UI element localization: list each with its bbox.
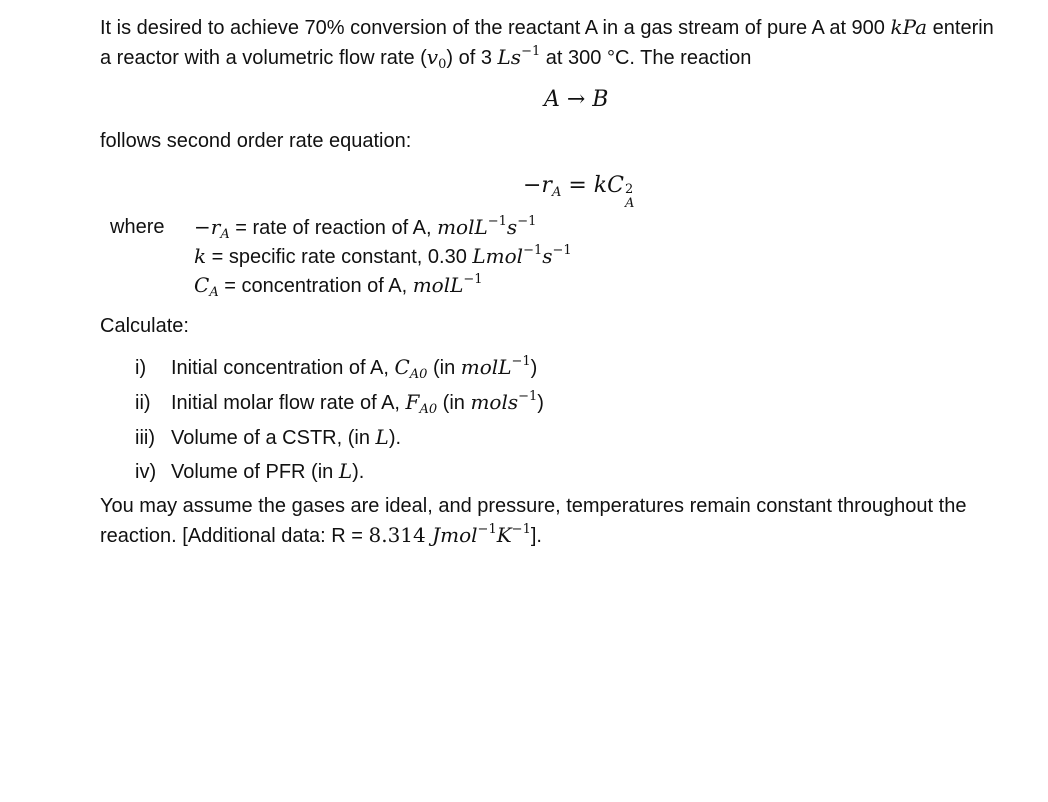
def-symbol-sub: A: [220, 227, 230, 242]
def-unit2-sup: −1: [517, 214, 537, 229]
calculate-item-4: [135, 457, 364, 486]
gas-constant-unit2: K: [496, 523, 512, 547]
item-number: ii): [135, 392, 151, 414]
closing-suffix: ].: [530, 525, 542, 547]
def-unit-sup: −1: [463, 272, 483, 287]
item-var: F: [405, 390, 420, 414]
item-unit: molL: [460, 355, 512, 379]
closing-text: reaction. [Additional data: R =: [100, 525, 369, 547]
rate-equation: [523, 172, 638, 211]
def-text: = concentration of A,: [218, 275, 413, 297]
item-var-sub: A0: [419, 402, 438, 417]
item-unit-sup: −1: [511, 354, 531, 369]
item-unit-sup: −1: [518, 389, 538, 404]
definition-k: [194, 242, 572, 271]
definition-concentration: [194, 271, 483, 300]
item-paren-open: (in: [427, 357, 461, 379]
intro2-mid: ) of 3: [446, 47, 498, 69]
calculate-item-1: [135, 353, 537, 382]
item-text: Volume of PFR (in: [171, 461, 339, 483]
def-symbol: k: [194, 244, 207, 268]
def-unit2-sup: −1: [552, 243, 572, 258]
item-number: i): [135, 357, 147, 379]
item-paren-close: ).: [352, 461, 365, 483]
def-symbol: −r: [194, 215, 221, 239]
intro-text: It is desired to achieve 70% conversion of the reactant A in a gas stream of pure A at 900: [100, 17, 891, 39]
item-var-sub: A0: [409, 367, 428, 382]
flow-var-sub: 0: [438, 57, 447, 72]
pressure-unit: kPa: [890, 15, 928, 39]
flow-unit: Ls: [497, 45, 522, 69]
reaction-equation: A → B: [544, 87, 609, 112]
item-paren-open: (in: [437, 392, 471, 414]
def-unit2: s: [506, 215, 518, 239]
calculate-item-2: [135, 388, 544, 417]
item-text: Initial concentration of A,: [171, 357, 395, 379]
rate-rhs-sub: A: [624, 196, 635, 211]
def-unit2: s: [542, 244, 553, 268]
item-paren-close: ).: [388, 427, 402, 449]
rate-intro: follows second order rate equation:: [100, 130, 412, 152]
gas-constant-value: 8.314: [368, 523, 433, 547]
gas-constant-unit2-sup: −1: [511, 522, 531, 537]
rate-lhs-sub: A: [551, 185, 562, 200]
def-symbol-sub: A: [209, 285, 219, 300]
item-paren-close: ): [537, 392, 544, 414]
intro2-suffix: at 300 °C. The reaction: [540, 47, 752, 69]
rate-rhs-sup: 2: [624, 182, 634, 197]
item-number: iv): [135, 461, 157, 483]
item-var: L: [375, 425, 389, 449]
rate-lhs: −r: [523, 173, 552, 198]
where-label: where: [110, 216, 165, 238]
flow-var: v: [426, 45, 439, 69]
def-symbol: C: [194, 273, 210, 297]
item-var: C: [394, 355, 410, 379]
def-unit: Lmol: [472, 244, 524, 268]
item-text: Initial molar flow rate of A,: [171, 392, 406, 414]
intro-line-2: [100, 43, 751, 72]
item-paren-close: ): [530, 357, 538, 379]
def-text: = specific rate constant, 0.30: [206, 246, 473, 268]
item-text: Volume of a CSTR, (in: [171, 427, 376, 449]
closing-line-2: [100, 521, 542, 550]
item-var: L: [338, 459, 353, 483]
gas-constant-unit-sup: −1: [477, 522, 497, 537]
def-unit-sup: −1: [523, 243, 543, 258]
flow-unit-sup: −1: [521, 44, 541, 59]
calculate-item-3: [135, 423, 401, 452]
def-unit-sup: −1: [487, 214, 507, 229]
definition-rate: [194, 213, 536, 242]
item-unit: mols: [470, 390, 519, 414]
intro-line-1: [100, 13, 994, 42]
closing-line-1: You may assume the gases are ideal, and pressure, temperatures remain constant throughout the: [100, 495, 967, 517]
item-number: iii): [135, 427, 155, 449]
def-unit: molL: [437, 215, 488, 239]
def-unit: molL: [412, 273, 464, 297]
calculate-heading: Calculate:: [100, 315, 189, 337]
intro2-text: a reactor with a volumetric flow rate (: [100, 47, 427, 69]
intro-text-end: enterin: [927, 17, 994, 39]
rate-rhs: = kC: [561, 173, 624, 198]
gas-constant-unit: Jmol: [432, 523, 478, 547]
def-text: = rate of reaction of A,: [229, 217, 438, 239]
